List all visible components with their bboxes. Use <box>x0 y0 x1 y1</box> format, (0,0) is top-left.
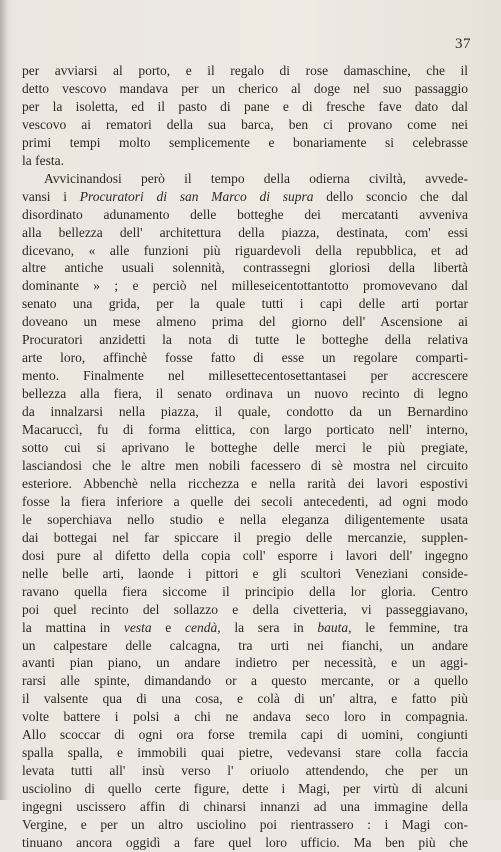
text-line: bellezza alla fiera, il senato ordinava un nuovo recinto di legno <box>22 386 468 402</box>
text-line: rarsi alle spinte, dimandando or a questo mercante, or a quello <box>22 673 468 689</box>
text-line: tinuano ancora oggidì a fare quel loro ufficio. Ma ben più che <box>22 834 468 850</box>
text-line: le soperchiava nello studio e nella eleganza diligentemente usata <box>22 511 468 527</box>
text-line: lasciandosi che le altre men nobili facessero di sè mostra nel circuito <box>22 457 468 473</box>
text-line: mento. Finalmente nel millesettecentosettantasei per accrescere <box>22 368 468 384</box>
text-line: avanti pian piano, un andare indietro per necessità, e un aggi- <box>22 655 468 671</box>
text-line: un calpestare delle calcagna, tra urti nei fianchi, un andare <box>22 637 468 653</box>
text-line: usciolino di quello certe figure, dette i Magi, per virtù di alcuni <box>22 781 468 797</box>
text-line: altre antiche usuali solennità, contrassegni gloriosi della libertà <box>22 260 468 276</box>
text-line: dosi pure al difetto della copia coll' esporre i lavori dell' ingegno <box>22 547 468 563</box>
text-line: ravano quella fiera siccome il principio della lor gloria. Centro <box>22 583 468 599</box>
text-line: Avvicinandosi però il tempo della odierna civiltà, avvede- <box>44 170 468 186</box>
text-line: alla bellezza dell' architettura della piazza, destinata, com' essi <box>22 224 468 240</box>
text-line: dicevano, « alle funzioni più riguardevoli della repubblica, et ad <box>22 242 468 258</box>
text-line: esteriore. Abbenchè nella ricchezza e nella rarità dei lavori espostivi <box>22 475 468 491</box>
text-line: spalla spalla, e immobili quai pietre, vedevansi stare colla faccia <box>22 745 468 761</box>
text-line: ingegni uscissero affin di chinarsi innanzi ad una immagine della <box>22 799 468 815</box>
text-line: vansi i Procuratori di san Marco di supra dello sconcio che dal <box>22 188 468 204</box>
text-line: da innalzarsi nella piazza, il quale, condotto da un Bernardino <box>22 404 468 420</box>
text-line: per la isoletta, ed il pasto di pane e di fresche fave dato dal <box>22 98 468 114</box>
text-line: senato una grida, per la quale tutti i capi delle arti portar <box>22 296 468 312</box>
body-text <box>22 62 468 852</box>
text-line: arte loro, affinchè fosse fatto di esse un regolare comparti- <box>22 350 468 366</box>
text-line: primi tempi molto semplicemente e bonariamente si celebrasse <box>22 134 468 150</box>
text-line: levata tutti all' insù verso l' oriuolo attendendo, che per un <box>22 763 468 779</box>
page-number: 37 <box>455 36 471 52</box>
text-line: poi quel recinto del sollazzo e della civetteria, vi passeggiavano, <box>22 601 468 617</box>
text-line: Vergine, e per un altro usciolino poi rientrassero : i Magi con- <box>22 817 468 833</box>
text-line: nelle belle arti, laonde i pittori e gli scultori Veneziani conside- <box>22 565 468 581</box>
text-line: per avviarsi al porto, e il regalo di rose damaschine, che il <box>22 63 468 78</box>
text-line: il valsente qua di una cosa, e colà di un' altra, e fatto più <box>22 691 468 707</box>
text-line: la festa. <box>22 152 64 168</box>
text-line: la mattina in vesta e cendà, la sera in bauta, le femmine, tra <box>22 619 468 635</box>
text-line: Allo scoccar di ogni ora forse tremila capi di uomini, congiunti <box>22 727 468 743</box>
text-line: sotto cui si aprivano le botteghe delle merci le più pregiate, <box>22 440 468 456</box>
text-line: volte battere i polsi a chi ne andava seco loro in compagnia. <box>22 709 468 725</box>
text-line: Macaruccì, fu di forma elittica, con largo porticato nell' interno, <box>22 422 468 438</box>
text-line: vescovo ai rematori della sua barca, ben ci provano come nei <box>22 116 468 132</box>
text-line: doveano un mese almeno prima del giorno dell' Ascensione ai <box>22 314 468 330</box>
text-line: Procuratori anzidetti la nota di tutte le botteghe della relativa <box>22 332 468 348</box>
text-line: fosse la fiera inferiore a quelle dei secoli antecedenti, ad ogni modo <box>22 493 468 509</box>
text-line: dai bottegai nel far spiccare il pregio delle mercanzie, supplen- <box>22 529 468 545</box>
text-line: detto vescovo mandava per un cherico al doge nel suo passaggio <box>22 80 468 96</box>
text-line: disordinato adunamento delle botteghe dei mercatanti avveniva <box>22 206 468 222</box>
gutter-shadow <box>0 0 8 800</box>
text-line: dominante » ; e perciò nel milleseicentottantotto promovevano dal <box>22 278 468 294</box>
